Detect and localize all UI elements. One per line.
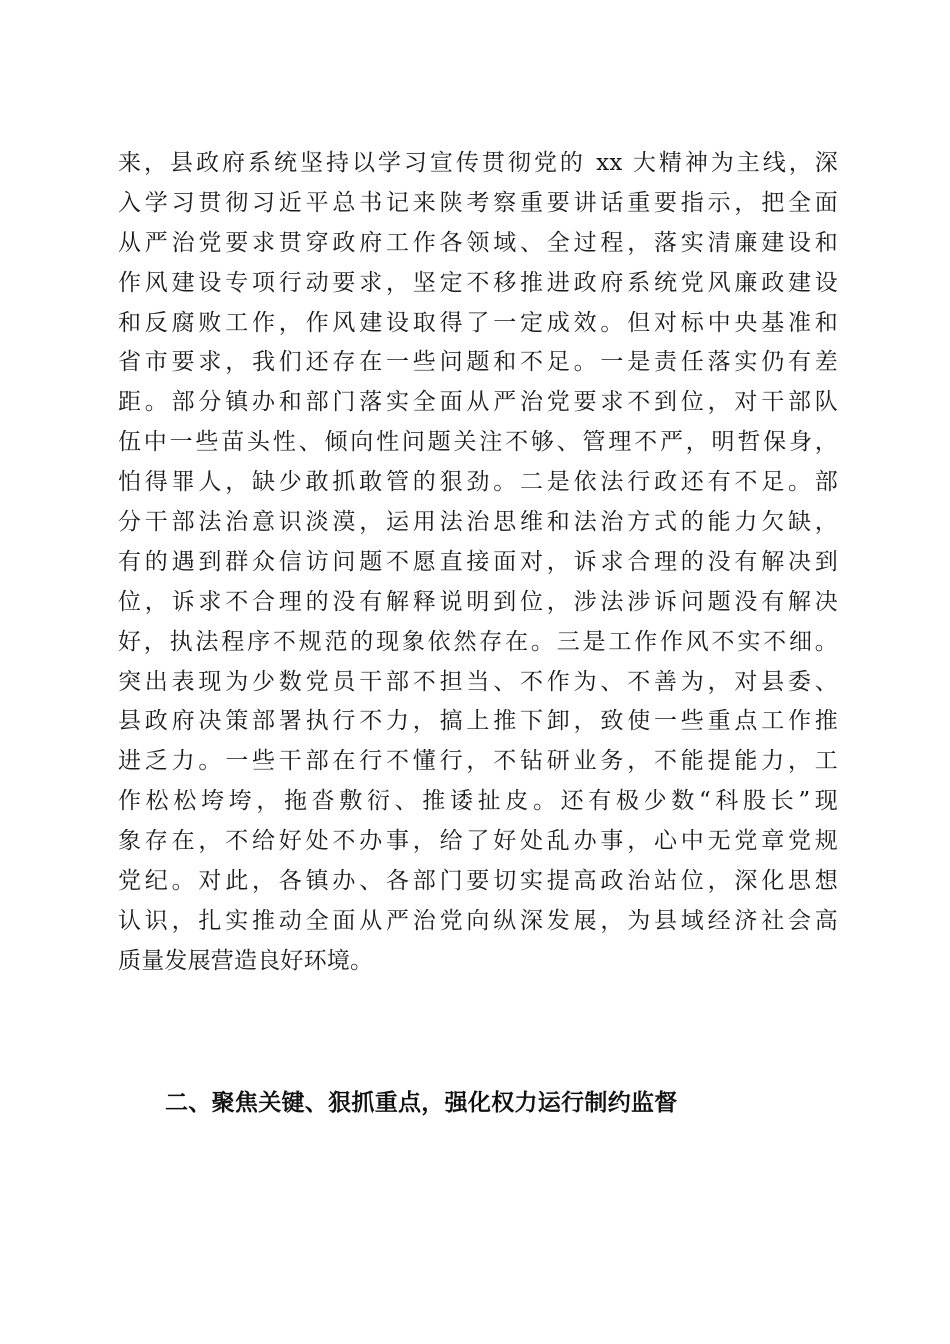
paragraph-line: 位，诉求不合理的没有解释说明到位，涉法涉诉问题没有解决 <box>118 588 838 615</box>
paragraph-line: 伍中一些苗头性、倾向性问题关注不够、管理不严，明哲保身， <box>118 429 838 456</box>
paragraph-line: 认识，扎实推动全面从严治党向纵深发展，为县域经济社会高 <box>118 907 838 934</box>
paragraph-line: 有的遇到群众信访问题不愿直接面对，诉求合理的没有解决到 <box>118 548 838 575</box>
body-paragraph <box>118 144 838 982</box>
paragraph-line: 党纪。对此，各镇办、各部门要切实提高政治站位，深化思想 <box>118 868 838 895</box>
paragraph-line: 作松松垮垮，拖沓敷衍、推诿扯皮。还有极少数“科股长”现 <box>118 788 838 815</box>
paragraph-line: 作风建设专项行动要求，坚定不移推进政府系统党风廉政建设 <box>118 269 838 296</box>
paragraph-line: 从严治党要求贯穿政府工作各领域、全过程，落实清廉建设和 <box>118 229 838 256</box>
paragraph-line: 和反腐败工作，作风建设取得了一定成效。但对标中央基准和 <box>118 309 838 336</box>
paragraph-line: 怕得罪人，缺少敢抓敢管的狠劲。二是依法行政还有不足。部 <box>118 469 838 496</box>
paragraph-line: 距。部分镇办和部门落实全面从严治党要求不到位，对干部队 <box>118 389 838 416</box>
section-heading: 二、聚焦关键、狠抓重点，强化权力运行制约监督 <box>165 1090 678 1116</box>
paragraph-line: 来，县政府系统坚持以学习宣传贯彻党的 xx 大精神为主线，深 <box>118 150 838 176</box>
paragraph-line: 省市要求，我们还存在一些问题和不足。一是责任落实仍有差 <box>118 349 838 376</box>
paragraph-line: 质量发展营造良好环境。 <box>118 947 374 974</box>
paragraph-line: 分干部法治意识淡漠，运用法治思维和法治方式的能力欠缺， <box>118 509 838 536</box>
paragraph-line: 进乏力。一些干部在行不懂行，不钻研业务，不能提能力，工 <box>118 748 838 775</box>
paragraph-line: 县政府决策部署执行不力，搞上推下卸，致使一些重点工作推 <box>118 708 838 735</box>
paragraph-line: 入学习贯彻习近平总书记来陕考察重要讲话重要指示，把全面 <box>118 189 838 216</box>
paragraph-line: 象存在，不给好处不办事，给了好处乱办事，心中无党章党规 <box>118 828 838 855</box>
paragraph-line: 好，执法程序不规范的现象依然存在。三是工作作风不实不细。 <box>118 628 838 655</box>
paragraph-line: 突出表现为少数党员干部不担当、不作为、不善为，对县委、 <box>118 668 838 695</box>
